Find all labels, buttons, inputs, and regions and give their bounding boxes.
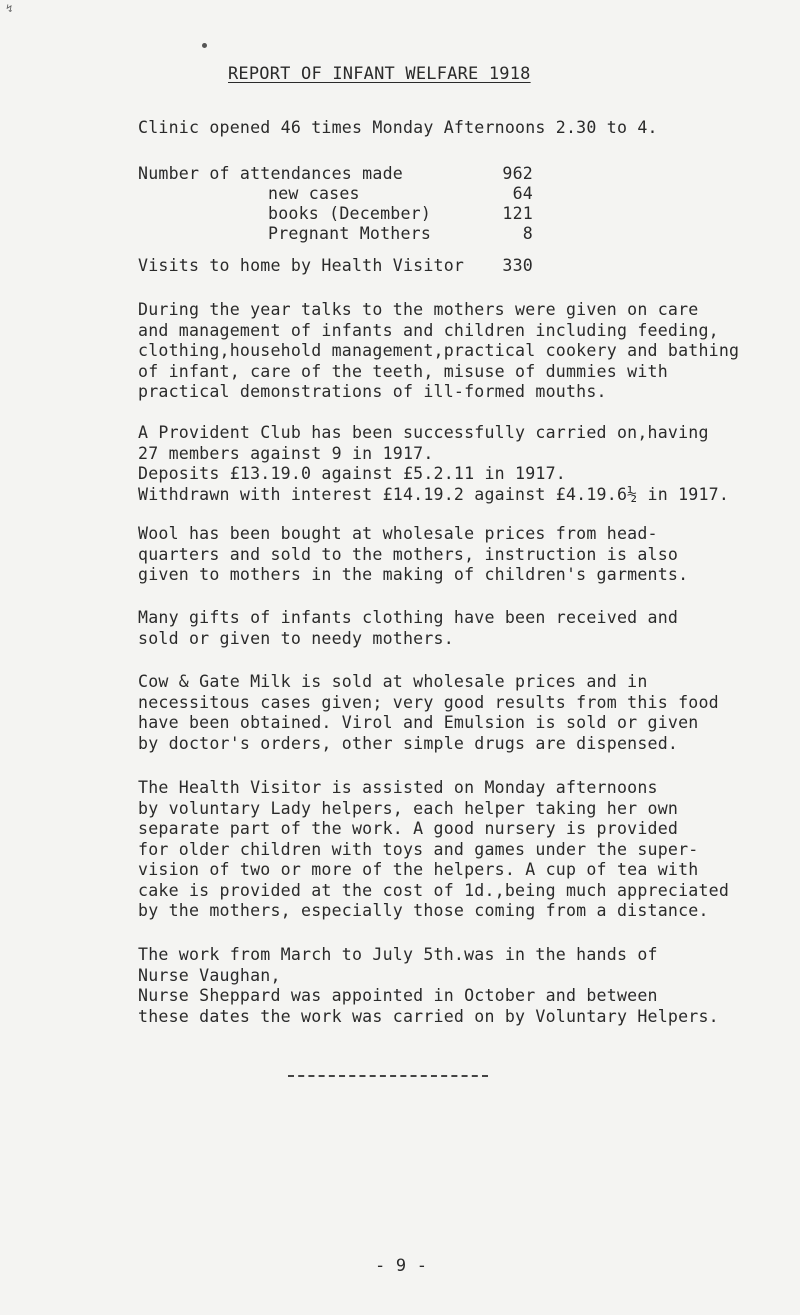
- page-number: - 9 -: [375, 1256, 428, 1276]
- paragraph-line: practical demonstrations of ill-formed mouths.: [138, 382, 607, 401]
- paragraph-line: Withdrawn with interest £14.19.2 against £4.19.6½ in 1917.: [138, 484, 730, 504]
- paragraph-line: During the year talks to the mothers were given on care: [138, 300, 699, 319]
- attendance-row-value: 8: [522, 224, 533, 243]
- intro-line: Clinic opened 46 times Monday Afternoons 2.30 to 4.: [138, 118, 658, 137]
- dashed-divider: [288, 1075, 488, 1077]
- paragraph-line: The work from March to July 5th.was in the hands of: [138, 945, 658, 964]
- attendance-row-label: new cases: [268, 184, 360, 203]
- report-title: REPORT OF INFANT WELFARE 1918: [228, 64, 531, 84]
- wool-paragraph: [138, 524, 798, 586]
- paragraph-line: sold or given to needy mothers.: [138, 628, 454, 648]
- paragraph-line: Many gifts of infants clothing have been received and: [138, 608, 679, 627]
- milk-paragraph: [138, 672, 798, 754]
- visits-value: 330: [502, 256, 533, 275]
- helpers-paragraph: [138, 778, 798, 922]
- paragraph-line: Deposits £13.19.0 against £5.2.11 in 1917.: [138, 464, 566, 483]
- attendance-header-value: 962: [502, 164, 533, 183]
- paragraph-line: necessitous cases given; very good results from this food: [138, 692, 719, 712]
- paragraph-line: separate part of the work. A good nursery is provided: [138, 819, 679, 838]
- ink-speck-icon: [202, 43, 207, 48]
- paragraph-line: given to mothers in the making of children's garments.: [138, 565, 689, 584]
- paragraph-line: 27 members against 9 in 1917.: [138, 443, 434, 463]
- paragraph-line: A Provident Club has been successfully carried on,having: [138, 423, 709, 442]
- paragraph-line: by the mothers, especially those coming from a distance.: [138, 901, 709, 920]
- paragraph-line: by doctor's orders, other simple drugs are dispensed.: [138, 733, 679, 753]
- paragraph-line: and management of infants and children including feeding,: [138, 320, 719, 340]
- paragraph-line: for older children with toys and games under the super-: [138, 839, 699, 859]
- paragraph-line: have been obtained. Virol and Emulsion is sold or given: [138, 713, 699, 732]
- nurses-paragraph: [138, 945, 798, 1027]
- talks-paragraph: [138, 300, 798, 403]
- attendance-row-label: Pregnant Mothers: [268, 224, 432, 243]
- paragraph-line: these dates the work was carried on by Voluntary Helpers.: [138, 1006, 719, 1026]
- paragraph-line: clothing,household management,practical cookery and bathing: [138, 341, 740, 360]
- paragraph-line: Nurse Vaughan,: [138, 965, 281, 985]
- visits-label: Visits to home by Health Visitor: [138, 256, 465, 275]
- paragraph-line: quarters and sold to the mothers, instruction is also: [138, 544, 679, 564]
- paragraph-line: The Health Visitor is assisted on Monday afternoons: [138, 778, 658, 797]
- paragraph-line: Nurse Sheppard was appointed in October and between: [138, 986, 658, 1005]
- attendance-header-label: Number of attendances made: [138, 164, 403, 183]
- paragraph-line: cake is provided at the cost of 1d.,being much appreciated: [138, 880, 730, 900]
- paragraph-line: vision of two or more of the helpers. A cup of tea with: [138, 860, 699, 879]
- gifts-paragraph: [138, 608, 798, 649]
- paragraph-line: of infant, care of the teeth, misuse of dummies with: [138, 361, 668, 381]
- corner-mark-icon: ↯: [6, 2, 13, 15]
- attendance-row-value: 121: [502, 204, 533, 223]
- provident-club-paragraph: [138, 423, 798, 505]
- attendance-row-value: 64: [512, 184, 533, 203]
- paragraph-line: Cow & Gate Milk is sold at wholesale prices and in: [138, 672, 648, 691]
- attendance-row-label: books (December): [268, 204, 432, 223]
- paragraph-line: Wool has been bought at wholesale prices from head-: [138, 524, 658, 543]
- paragraph-line: by voluntary Lady helpers, each helper taking her own: [138, 798, 679, 818]
